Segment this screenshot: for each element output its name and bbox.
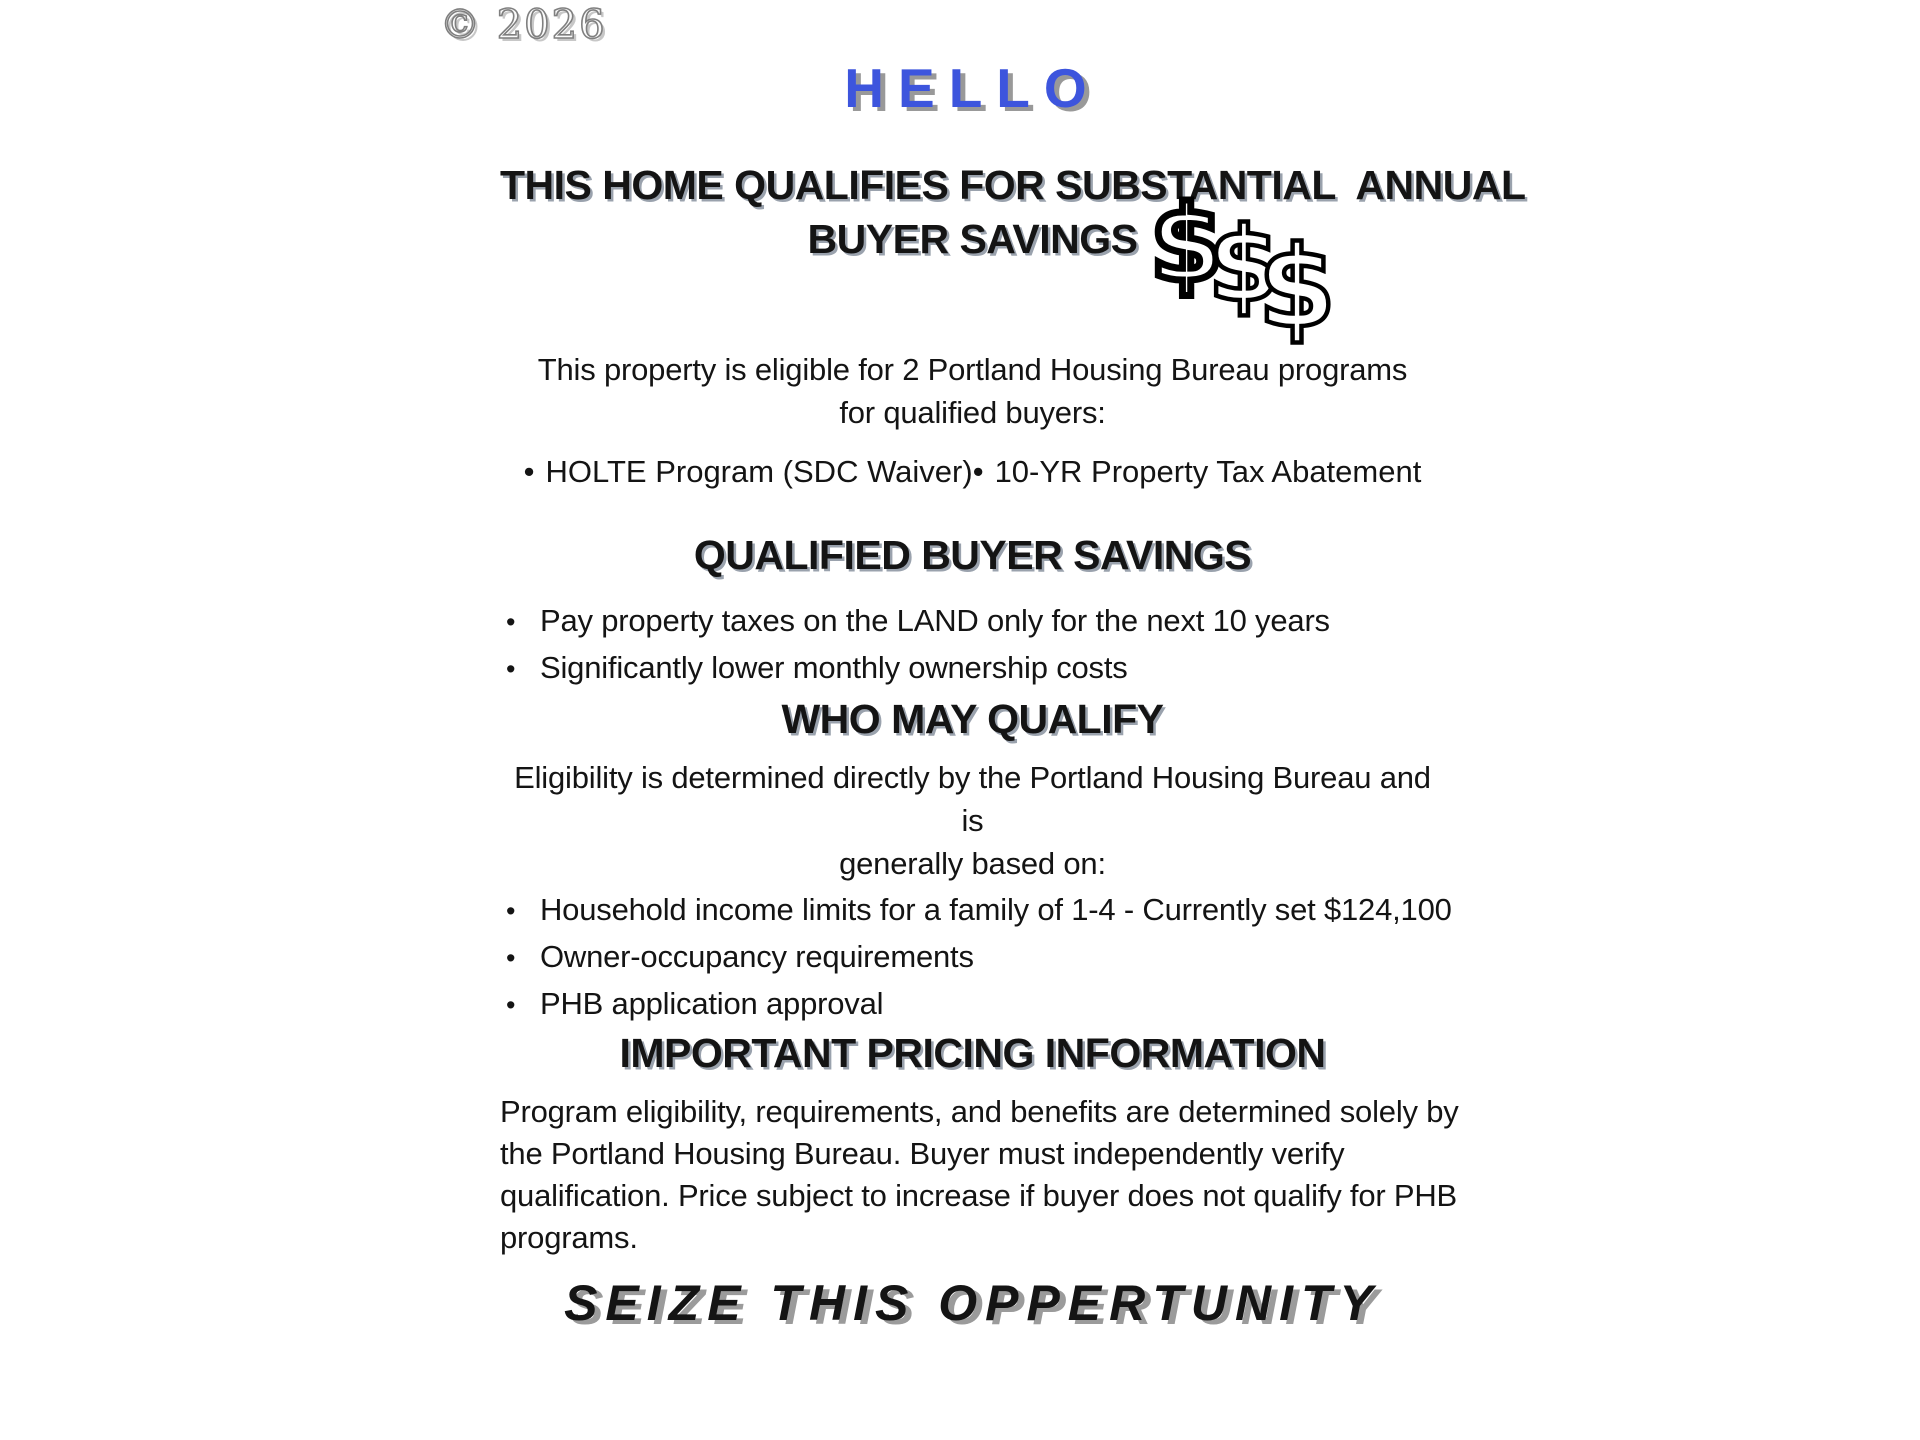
section-heading-important-pricing-information: IMPORTANT PRICING INFORMATION (619, 1030, 1326, 1076)
qualify-list (500, 887, 1452, 1028)
intro-paragraph (500, 348, 1445, 434)
list-item (506, 598, 1445, 645)
section-heading-who-may-qualify: WHO MAY QUALIFY (781, 696, 1164, 742)
program-list (500, 450, 1445, 493)
headline-line-2: BUYER SAVINGS (807, 216, 1138, 262)
bullet-icon: • (523, 454, 535, 489)
list-item (506, 887, 1452, 934)
dollar-sign-icon: $ (1258, 223, 1336, 353)
program-item-label: 10-YR Property Tax Abatement (994, 454, 1422, 489)
content-column (500, 0, 1526, 1335)
bullet-icon: • (506, 990, 516, 1020)
list-item-text: PHB application approval (540, 986, 884, 1021)
pricing-paragraph-line: programs. (500, 1220, 638, 1255)
list-item (506, 981, 1445, 1028)
pricing-paragraph-line: qualification. Price subject to increase if buyer does not qualify for PHB (500, 1178, 1458, 1213)
list-item (506, 645, 1445, 692)
intro-line-2: for qualified buyers: (839, 395, 1106, 430)
pricing-paragraph (500, 1091, 1459, 1259)
qualify-intro-line-1: Eligibility is determined directly by the Portland Housing Bureau and is (514, 760, 1431, 838)
dollar-sign-icon: $ (1208, 205, 1280, 325)
greeting-title: HELLO (844, 57, 1101, 119)
program-item (524, 454, 973, 489)
bullet-icon: • (506, 654, 516, 684)
intro-line-1: This property is eligible for 2 Portland Housing Bureau programs (537, 352, 1408, 387)
section-heading-qualified-buyer-savings: QUALIFIED BUYER SAVINGS (693, 532, 1252, 578)
dollar-sign-icon: $ (1150, 183, 1224, 305)
program-item-label: HOLTE Program (SDC Waiver) (545, 454, 973, 489)
pricing-paragraph-line: Program eligibility, requirements, and benefits are determined solely by (500, 1094, 1459, 1129)
savings-list (500, 598, 1445, 692)
qualify-intro-line-2: generally based on: (839, 846, 1106, 881)
list-item-text: Owner-occupancy requirements (540, 939, 974, 974)
headline-line-1: THIS HOME QUALIFIES FOR SUBSTANTIAL ANNUAL (500, 162, 1526, 208)
list-item-text: Significantly lower monthly ownership costs (540, 650, 1128, 685)
bullet-icon: • (506, 943, 516, 973)
qualify-intro-paragraph (500, 756, 1445, 885)
list-item (506, 934, 1445, 981)
pricing-paragraph-line: the Portland Housing Bureau. Buyer must independently verify (500, 1136, 1345, 1171)
list-item-text: Household income limits for a family of 1-4 - Currently set $124,100 (540, 892, 1452, 927)
cta-text: SEIZE THIS OPPERTUNITY (564, 1275, 1381, 1331)
bullet-icon: • (506, 607, 516, 637)
bullet-icon: • (972, 454, 984, 489)
program-item (973, 454, 1422, 489)
list-item-text: Pay property taxes on the LAND only for the next 10 years (540, 603, 1330, 638)
copyright-watermark: © 2026 (440, 2, 607, 48)
bullet-icon: • (506, 896, 516, 926)
